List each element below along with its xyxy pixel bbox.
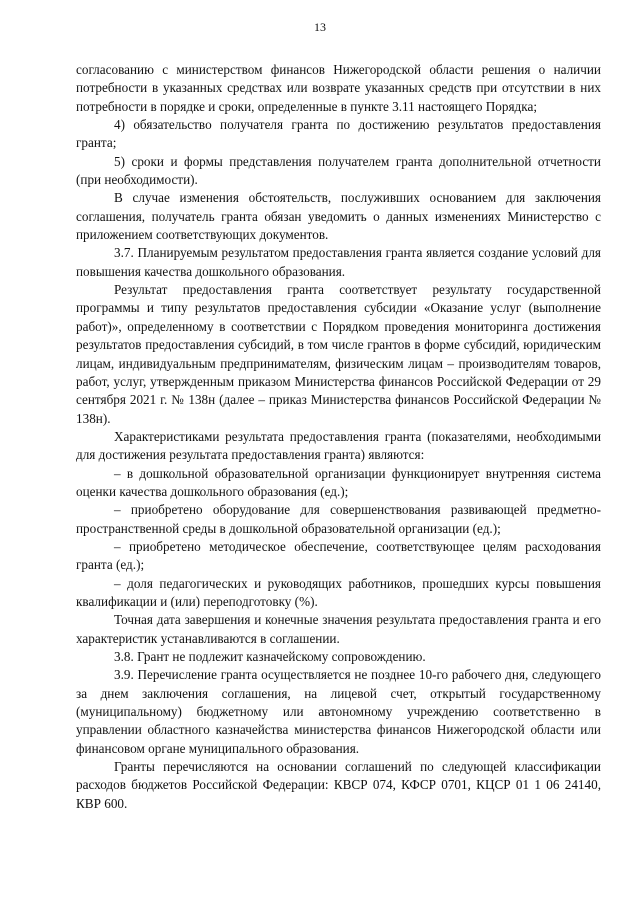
page-number: 13 bbox=[314, 20, 326, 34]
paragraph: Точная дата завершения и конечные значения результата предоставления гранта и его характеристик устанавливаются в соглашении. bbox=[76, 612, 601, 646]
document-body bbox=[76, 61, 601, 813]
paragraph: согласованию с министерством финансов Нижегородской области решения о наличии потребности в указанных средствах или возврате указанных средств при отсутствии в них потребности в порядке и сроки, определенные в пункте 3.11 настоящего Порядка; bbox=[76, 62, 601, 114]
list-item: – приобретено оборудование для совершенствования развивающей предметно-пространственной среды в дошкольной образовательной организации (ед.); bbox=[76, 502, 601, 536]
paragraph: 3.7. Планируемым результатом предоставления гранта является создание условий для повышения качества дошкольного образования. bbox=[76, 245, 601, 279]
paragraph: Результат предоставления гранта соответствует результату государственной программы и типу результатов предоставления субсидии «Оказание услуг (выполнение работ)», определенному в соответствии с Порядком проведения мониторинга достижения результатов предоставления субсидий, в том числе грантов в форме субсидий, юридическим лицам, индивидуальным предпринимателям, физическим лицам – производителям товаров, работ, услуг, утвержденным приказом Министерства финансов Российской Федерации от 29 сентября 2021 г. № 138н (далее – приказ Министерства финансов Российской Федерации № 138н). bbox=[76, 282, 601, 426]
paragraph: В случае изменения обстоятельств, послуживших основанием для заключения соглашения, получатель гранта обязан уведомить о данных изменениях Министерство с приложением соответствующих документов. bbox=[76, 190, 601, 243]
list-item: – доля педагогических и руководящих работников, прошедших курсы повышения квалификации и (или) переподготовку (%). bbox=[76, 575, 601, 609]
list-item: – приобретено методическое обеспечение, соответствующее целям расходования гранта (ед.); bbox=[76, 538, 601, 573]
paragraph: 5) сроки и формы представления получателем гранта дополнительной отчетности (при необходимости). bbox=[76, 153, 601, 188]
list-item: – в дошкольной образовательной организации функционирует внутренняя система оценки качества дошкольного образования (ед.); bbox=[76, 465, 601, 499]
paragraph: 3.9. Перечисление гранта осуществляется не позднее 10-го рабочего дня, следующего за днем заключения соглашения, на лицевой счет, открытый государственному (муниципальному) бюджетному или автономному учреждению соответственно в управлении областного казначейства министерства финансов Нижегородской области или финансовом органе муниципального образования. bbox=[76, 667, 601, 756]
paragraph: Характеристиками результата предоставления гранта (показателями, необходимыми для достижения результата предоставления гранта) являются: bbox=[76, 428, 601, 463]
paragraph: Гранты перечисляются на основании соглашений по следующей классификации расходов бюджетов Российской Федерации: КВСР 074, КФСР 0701, КЦСР 01 1 06 24140, КВР 600. bbox=[76, 759, 601, 811]
paragraph: 3.8. Грант не подлежит казначейскому сопровождению. bbox=[114, 649, 426, 664]
paragraph: 4) обязательство получателя гранта по достижению результатов предоставления гранта; bbox=[76, 117, 601, 151]
